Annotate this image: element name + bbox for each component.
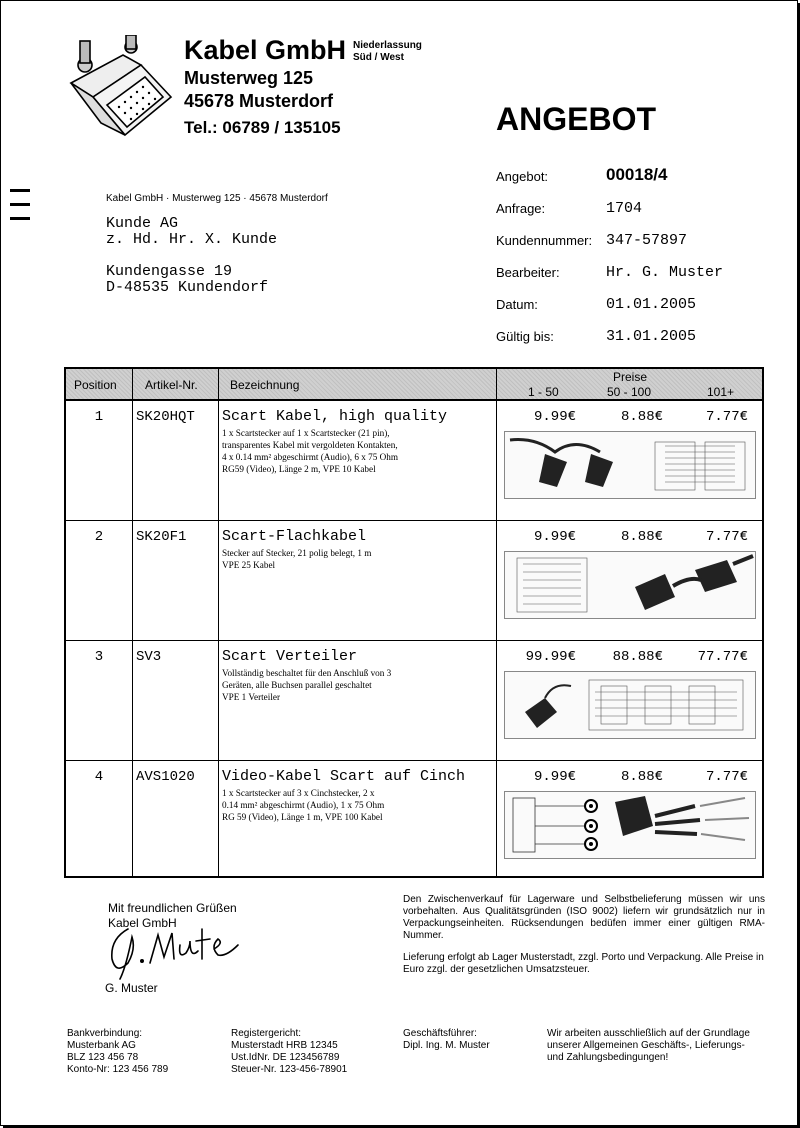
meta-label-offer: Angebot: xyxy=(496,169,549,184)
footer-management xyxy=(403,1028,490,1052)
branch-line: Niederlassung xyxy=(353,40,422,51)
meta-label-clerk: Bearbeiter: xyxy=(496,265,560,280)
footer-line: BLZ 123 456 78 xyxy=(67,1052,139,1063)
footer-line: Bankverbindung: xyxy=(67,1028,143,1039)
terms-paragraph: Lieferung erfolgt ab Lager Musterstadt, zzgl. Porto und Verpackung. Alle Preise in Euro zzgl. der gesetzlichen Umsatzsteuer. xyxy=(403,952,764,975)
flat-cable-picture-icon xyxy=(505,552,755,618)
sender-line: Kabel GmbH · Musterweg 125 · 45678 Musterdorf xyxy=(106,193,328,204)
row-article-number: SV3 xyxy=(136,649,162,665)
company-branch xyxy=(353,40,422,64)
description-line: Stecker auf Stecker, 21 polig belegt, 1 m xyxy=(222,548,372,558)
row-divider xyxy=(66,520,762,521)
row-price-tier-3: 7.77€ xyxy=(705,409,748,425)
row-position: 3 xyxy=(94,649,104,665)
column-divider xyxy=(132,369,133,876)
company-name: Kabel GmbH xyxy=(184,35,347,65)
footer-line: Musterstadt HRB 12345 xyxy=(231,1040,338,1051)
row-price-tier-1: 9.99€ xyxy=(533,769,576,785)
terms-text xyxy=(403,894,765,976)
row-position: 2 xyxy=(94,529,104,545)
row-position: 4 xyxy=(94,769,104,785)
header-tier-2: 50 - 100 xyxy=(607,385,652,399)
meta-label-customer-number: Kundennummer: xyxy=(496,233,593,248)
header-description: Bezeichnung xyxy=(230,378,300,392)
row-price-tier-1: 9.99€ xyxy=(533,529,576,545)
recipient-line: Kunde AG xyxy=(106,215,179,232)
meta-value-clerk: Hr. G. Muster xyxy=(606,264,724,281)
row-position: 1 xyxy=(94,409,104,425)
footer-line: Ust.IdNr. DE 123456789 xyxy=(231,1052,340,1063)
footer-line: Konto-Nr: 123 456 789 xyxy=(67,1064,169,1075)
scart-cable-image xyxy=(504,431,756,499)
footer-line: Wir arbeiten ausschließlich auf der Grundlage xyxy=(547,1028,750,1039)
meta-value-date: 01.01.2005 xyxy=(606,296,697,313)
description-line: Geräten, alle Buchsen parallel geschaltet xyxy=(222,680,372,690)
row-description xyxy=(222,427,494,475)
signer-name: G. Muster xyxy=(105,981,158,995)
footer-line: Steuer-Nr. 123-456-78901 xyxy=(231,1064,348,1075)
row-price-tier-3: 77.77€ xyxy=(697,649,748,665)
scart-cable-picture-icon xyxy=(505,432,755,498)
branch-line: Süd / West xyxy=(353,52,404,63)
row-price-tier-1: 99.99€ xyxy=(525,649,576,665)
footer-line: und Zahlungsbedingungen! xyxy=(547,1052,669,1063)
company-street: Musterweg 125 xyxy=(184,68,314,88)
meta-value-valid-until: 31.01.2005 xyxy=(606,328,697,345)
footer-notice xyxy=(547,1028,750,1064)
description-line: RG59 (Video), Länge 2 m, VPE 10 Kabel xyxy=(222,464,376,474)
meta-value-offer: 00018/4 xyxy=(606,165,668,184)
row-price-tier-2: 8.88€ xyxy=(620,529,663,545)
row-title: Scart Kabel, high quality xyxy=(222,408,448,425)
meta-value-inquiry: 1704 xyxy=(606,200,643,217)
footer-line: Geschäftsführer: xyxy=(403,1028,477,1039)
document-title: ANGEBOT xyxy=(496,101,656,137)
column-divider xyxy=(218,369,219,876)
cinch-cable-picture-icon xyxy=(505,792,755,858)
row-price-tier-2: 88.88€ xyxy=(612,649,663,665)
meta-label-valid-until: Gültig bis: xyxy=(496,329,554,344)
terms-paragraph: Den Zwischenverkauf für Lagerware und Selbstbelieferung müssen wir uns vorbehalten. Aus Qualitätsgründen (ISO 9002) liefern wir grundsätzlich nur in Verpackungseinheiten. Rücksendungen bedüfen immer einer gültigen RMA-Nummer. xyxy=(403,894,765,941)
footer-bank xyxy=(67,1028,168,1076)
recipient-line: D-48535 Kundendorf xyxy=(106,279,269,296)
description-line: 1 x Scartstecker auf 1 x Scartstecker (21 pin), xyxy=(222,428,390,438)
row-price-tier-2: 8.88€ xyxy=(620,409,663,425)
header-position: Position xyxy=(74,378,117,392)
row-price-tier-3: 7.77€ xyxy=(705,529,748,545)
row-description xyxy=(222,667,494,703)
scart-connector-logo-icon xyxy=(63,35,178,145)
scart-cinch-cable-image xyxy=(504,791,756,859)
row-title: Video-Kabel Scart auf Cinch xyxy=(222,768,466,785)
footer-line: Dipl. Ing. M. Muster xyxy=(403,1040,490,1051)
items-table xyxy=(64,367,764,878)
closing-greeting: Mit freundlichen Grüßen xyxy=(108,901,237,915)
fold-mark xyxy=(10,203,30,206)
footer-line: unserer Allgemeinen Geschäfts-, Lieferungs- xyxy=(547,1040,745,1051)
recipient-line: z. Hd. Hr. X. Kunde xyxy=(106,231,278,248)
fold-mark xyxy=(10,189,30,192)
description-line: 1 x Scartstecker auf 3 x Cinchstecker, 2 x xyxy=(222,788,375,798)
description-line: 4 x 0.14 mm² abgeschirmt (Audio), 6 x 75 Ohm xyxy=(222,452,399,462)
row-description xyxy=(222,547,494,571)
row-price-tier-3: 7.77€ xyxy=(705,769,748,785)
description-line: transparentes Kabel mit vergoldeten Kontakten, xyxy=(222,440,398,450)
meta-value-customer-number: 347-57897 xyxy=(606,232,688,249)
company-city: 45678 Musterdorf xyxy=(184,91,334,111)
closing-company: Kabel GmbH xyxy=(108,916,177,930)
scart-splitter-image xyxy=(504,671,756,739)
scart-flat-cable-image xyxy=(504,551,756,619)
meta-label-inquiry: Anfrage: xyxy=(496,201,546,216)
recipient-line: Kundengasse 19 xyxy=(106,263,233,280)
column-divider xyxy=(496,369,497,876)
description-line: VPE 1 Verteiler xyxy=(222,692,281,702)
description-line: Vollständig beschaltet für den Anschluß von 3 xyxy=(222,668,392,678)
description-line: 0.14 mm² abgeschirmt (Audio), 1 x 75 Ohm xyxy=(222,800,385,810)
row-divider xyxy=(66,760,762,761)
fold-mark xyxy=(10,217,30,220)
header-tier-3: 101+ xyxy=(707,385,735,399)
company-phone: Tel.: 06789 / 135105 xyxy=(184,118,341,137)
description-line: RG 59 (Video), Länge 1 m, VPE 100 Kabel xyxy=(222,812,383,822)
row-article-number: AVS1020 xyxy=(136,769,195,785)
header-prices: Preise xyxy=(613,370,648,384)
row-description xyxy=(222,787,494,823)
row-price-tier-1: 9.99€ xyxy=(533,409,576,425)
row-article-number: SK20F1 xyxy=(136,529,187,545)
row-article-number: SK20HQT xyxy=(136,409,195,425)
header-article: Artikel-Nr. xyxy=(145,378,198,392)
row-title: Scart Verteiler xyxy=(222,648,358,665)
row-price-tier-2: 8.88€ xyxy=(620,769,663,785)
meta-label-date: Datum: xyxy=(496,297,538,312)
footer-line: Musterbank AG xyxy=(67,1040,136,1051)
description-line: VPE 25 Kabel xyxy=(222,560,276,570)
row-divider xyxy=(66,640,762,641)
footer-register xyxy=(231,1028,347,1076)
handwritten-signature-icon xyxy=(106,919,246,981)
row-title: Scart-Flachkabel xyxy=(222,528,367,545)
footer-line: Registergericht: xyxy=(231,1028,302,1039)
header-tier-1: 1 - 50 xyxy=(528,385,559,399)
splitter-picture-icon xyxy=(505,672,755,738)
table-header xyxy=(66,369,762,401)
